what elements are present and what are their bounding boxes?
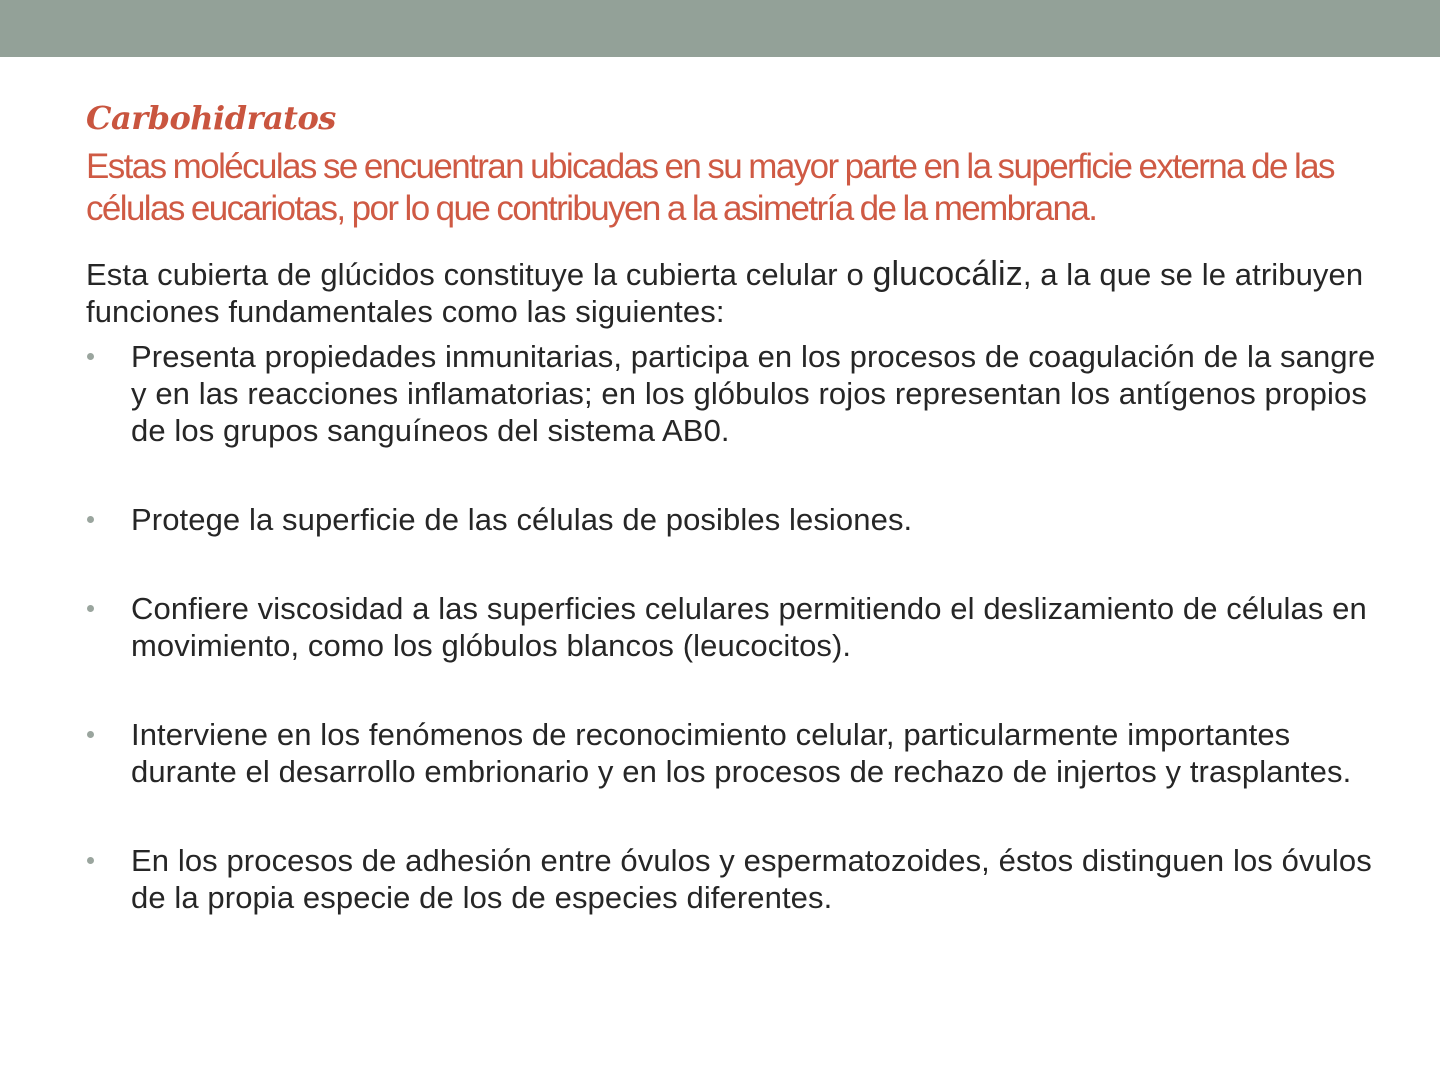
intro-term: glucocáliz bbox=[872, 255, 1023, 293]
list-item-text: Protege la superficie de las células de posibles lesiones. bbox=[131, 502, 913, 537]
header-band bbox=[0, 0, 1440, 57]
list-item bbox=[86, 716, 1376, 790]
intro-text-after: , a la que se le atribuyen funciones fundamentales como las siguientes: bbox=[86, 257, 1364, 329]
subtitle: Estas moléculas se encuentran ubicadas en su mayor parte en la superficie externa de las células eucariotas, por lo que contribuyen a la asimetría de la membrana. bbox=[86, 147, 1334, 228]
slide-content bbox=[86, 96, 1376, 968]
list-item-text: Interviene en los fenómenos de reconocimiento celular, particularmente importantes durante el desarrollo embrionario y en los procesos de rechazo de injertos y trasplantes. bbox=[131, 717, 1352, 789]
bullet-dot-icon bbox=[87, 605, 94, 612]
list-item-text: En los procesos de adhesión entre óvulos y espermatozoides, éstos distinguen los óvulos de la propia especie de los de especies diferentes. bbox=[131, 843, 1372, 915]
list-item bbox=[86, 842, 1376, 916]
bullet-dot-icon bbox=[87, 731, 94, 738]
bullet-dot-icon bbox=[87, 516, 94, 523]
list-item-text: Confiere viscosidad a las superficies celulares permitiendo el deslizamiento de células en movimiento, como los glóbulos blancos (leucocitos). bbox=[131, 591, 1367, 663]
list-item-text: Presenta propiedades inmunitarias, participa en los procesos de coagulación de la sangre y en las reacciones inflamatorias; en los glóbulos rojos representan los antígenos propios de los grupos sanguíneos del sistema AB0. bbox=[131, 339, 1376, 448]
section-title: Carbohidratos bbox=[86, 99, 336, 137]
bullet-dot-icon bbox=[87, 857, 94, 864]
bullet-dot-icon bbox=[87, 353, 94, 360]
list-item bbox=[86, 590, 1376, 664]
list-item bbox=[86, 338, 1376, 449]
intro-paragraph bbox=[86, 256, 1376, 330]
intro-text-before: Esta cubierta de glúcidos constituye la cubierta celular o bbox=[86, 257, 873, 292]
list-item bbox=[86, 501, 1376, 538]
function-list bbox=[86, 338, 1376, 916]
